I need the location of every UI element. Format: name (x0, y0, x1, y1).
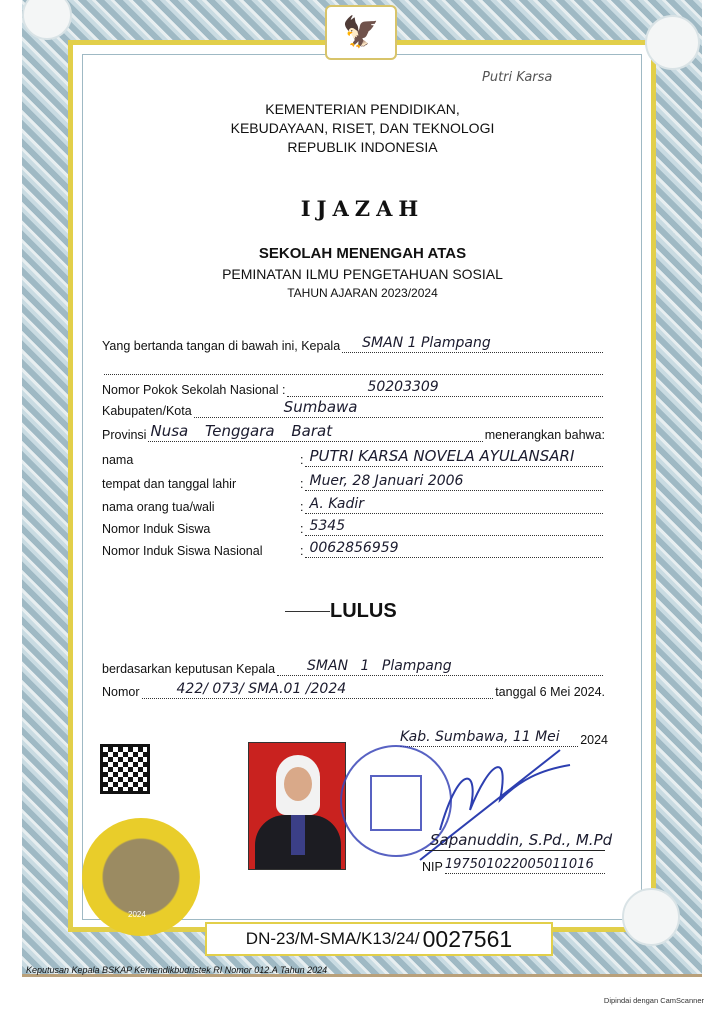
label: Nomor Induk Siswa (102, 522, 211, 536)
label: Nomor Induk Siswa Nasional (102, 544, 263, 558)
parent-value: A. Kadir (309, 496, 365, 512)
province-row (102, 424, 605, 442)
school-name-value: SMAN 1 Plampang (362, 335, 491, 351)
label: menerangkan bahwa: (484, 428, 605, 442)
field-row (102, 496, 605, 514)
nis-value: 5345 (309, 518, 346, 534)
academic-year: TAHUN AJARAN 2023/2024 (287, 286, 438, 300)
decree-number-row (102, 681, 605, 699)
label: tempat dan tanggal lahir (102, 477, 237, 491)
nip-row (422, 856, 607, 874)
ministry-line-1: KEMENTERIAN PENDIDIKAN, (265, 101, 460, 117)
field-row (102, 473, 605, 491)
decree-date: tanggal 6 Mei 2024. (495, 685, 605, 699)
serial-number: 0027561 (422, 925, 513, 952)
colon: : (300, 544, 304, 558)
nip-value: 197501022005011016 (444, 857, 594, 872)
principal-row (102, 335, 605, 353)
serial-prefix: DN-23/M-SMA/K13/24/ (245, 929, 420, 948)
corner-medallion (622, 888, 680, 946)
handwritten-annotation: Putri Karsa (482, 70, 553, 85)
npsn-row (102, 379, 605, 397)
birth-value: Muer, 28 Januari 2006 (309, 473, 464, 489)
label: Nomor Pokok Sekolah Nasional : (102, 383, 286, 397)
ministry-line-3: REPUBLIK INDONESIA (287, 139, 438, 155)
signer-name-line (425, 831, 613, 851)
result-status: LULUS (330, 600, 397, 622)
footnote: Keputusan Kepala BSKAP Kemendikbudristek RI Nomor 012.A Tahun 2024 (26, 965, 328, 975)
strike-line (285, 611, 330, 612)
colon: : (300, 453, 304, 467)
scanner-watermark: Dipindai dengan CamScanner (603, 996, 704, 1005)
field-row (102, 449, 605, 467)
document-title: IJAZAH (300, 196, 425, 221)
ministry-line-2: KEBUDAYAAN, RISET, DAN TEKNOLOGI (230, 120, 495, 136)
label: Provinsi (102, 428, 147, 442)
regency-row (102, 400, 605, 418)
corner-medallion (645, 15, 700, 70)
student-photo (248, 742, 346, 870)
colon: : (300, 522, 304, 536)
field-row (102, 518, 605, 536)
sign-year: 2024 (580, 733, 608, 747)
colon: : (300, 477, 304, 491)
label: Yang bertanda tangan di bawah ini, Kepala (102, 339, 341, 353)
decision-row (102, 658, 605, 676)
garuda-emblem-icon: 🦅 (325, 5, 397, 60)
nisn-value: 0062856959 (309, 540, 399, 556)
hologram-seal (82, 818, 200, 936)
signer-name: Sapanuddin, S.Pd., M.Pd (430, 831, 613, 849)
label: Nomor (102, 685, 140, 699)
label: nama orang tua/wali (102, 500, 215, 514)
decree-number-value: 422/ 073/ SMA.01 /2024 (176, 681, 347, 697)
label: berdasarkan keputusan Kepala (102, 662, 276, 676)
serial-number-box (205, 922, 553, 956)
colon: : (300, 500, 304, 514)
school-level: SEKOLAH MENENGAH ATAS (258, 245, 467, 262)
label: nama (102, 453, 134, 467)
qr-code[interactable] (100, 744, 150, 794)
student-name-value: PUTRI KARSA NOVELA AYULANSARI (309, 447, 575, 465)
place-date-value: Kab. Sumbawa, 11 Mei (400, 729, 560, 745)
field-row (102, 540, 605, 558)
decision-value: SMAN 1 Plampang (307, 658, 452, 674)
label: Kabupaten/Kota (102, 404, 192, 418)
npsn-value: 50203309 (367, 379, 439, 395)
regency-value: Sumbawa (283, 398, 358, 416)
blank-row (102, 357, 605, 375)
label: NIP (422, 860, 443, 874)
seal-year: 2024 (128, 910, 146, 919)
province-value: Nusa Tenggara Barat (150, 422, 333, 440)
program: PEMINATAN ILMU PENGETAHUAN SOSIAL (222, 266, 503, 282)
